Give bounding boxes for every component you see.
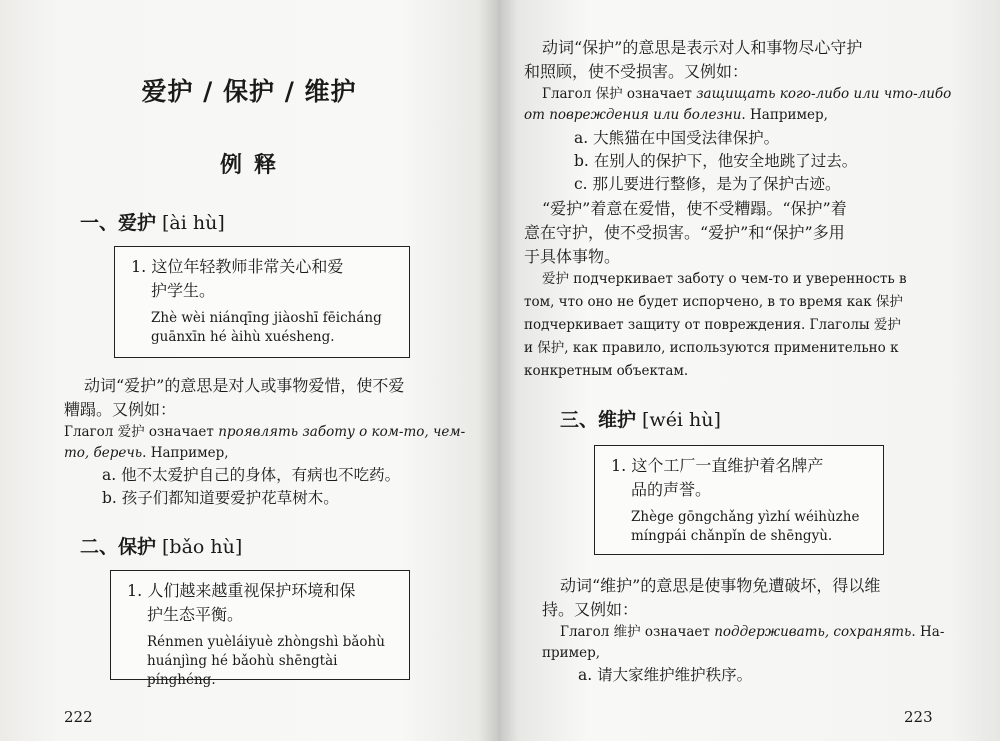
comparison-zh-line: 于具体事物。 xyxy=(524,247,621,266)
example-sentence-a: a. 大熊猫在中国受法律保护。 xyxy=(574,129,780,147)
explanation-ru-line xyxy=(524,105,828,126)
example-zh-line: 1. 人们越来越重视保护环境和保 xyxy=(127,581,356,600)
pinyin-line: guānxīn hé àihù xuésheng. xyxy=(151,329,335,345)
section-heading-pinyin: [ài hù] xyxy=(162,212,225,234)
example-pinyin xyxy=(611,508,867,546)
pinyin-line: Rénmen yuèláiyuè zhòngshì bǎohù xyxy=(147,634,385,650)
example-zh-line: 品的声誉。 xyxy=(631,480,712,499)
explanation-zh-line: 糟蹋。又例如： xyxy=(64,400,177,419)
explanation-ru-line xyxy=(542,84,951,105)
example-pinyin xyxy=(131,309,393,347)
left-page xyxy=(0,0,498,741)
ru-text: . На- xyxy=(911,624,945,640)
comparison-ru-line: конкретным объектам. xyxy=(524,363,689,379)
page-number-left: 222 xyxy=(64,708,93,726)
example-zh-line: 护生态平衡。 xyxy=(147,605,244,624)
example-sentence-a: a. 他不太爱护自己的身体，有病也不吃药。 xyxy=(102,466,401,484)
example-zh-line: 1. 这位年轻教师非常关心和爱 xyxy=(131,257,344,276)
pinyin-line: Zhège gōngchǎng yìzhí wéihùzhe xyxy=(631,509,860,525)
comparison-ru-line: 爱护 подчеркивает заботу о чем-то и уверенность в xyxy=(542,271,907,287)
example-sentence-b: b. 在别人的保护下，他安全地跳了过去。 xyxy=(574,152,858,170)
explanation-ru-line xyxy=(560,622,944,643)
right-page xyxy=(498,0,1000,741)
explanation-ru-line xyxy=(64,443,229,464)
comparison-ru-line: том, что оно не будет испорчено, в то время как 保护 xyxy=(524,294,903,310)
ru-text: . Например, xyxy=(741,107,828,123)
section-heading-label: 一、爱护 xyxy=(80,212,157,234)
page-number-right: 223 xyxy=(904,708,933,726)
example-box-aihu xyxy=(114,246,410,358)
section-heading-pinyin: [bǎo hù] xyxy=(162,536,243,558)
section-heading-weihu xyxy=(560,405,721,432)
explanation-zh-line: 持。又例如： xyxy=(542,600,639,619)
comparison-ru-line: и 保护, как правило, используются применительно к xyxy=(524,340,899,356)
comparison-zh-line: “爱护”着意在爱惜，使不受糟蹋。“保护”着 xyxy=(542,199,847,218)
pinyin-line: huánjìng hé bǎohù shēngtài pínghéng. xyxy=(147,653,338,688)
example-sentence-a: a. 请大家维护维护秩序。 xyxy=(578,666,753,684)
pinyin-line: Zhè wèi niánqīng jiàoshī fēicháng xyxy=(151,310,382,326)
explanation-zh-line: 动词“爱护”的意思是对人或事物爱惜，使不爱 xyxy=(84,376,405,395)
explanation-zh-line: 动词“维护”的意思是使事物免遭破坏，得以维 xyxy=(560,576,881,595)
explanation-ru-line: пример, xyxy=(542,645,601,661)
pinyin-line: míngpái chǎnpǐn de shēngyù. xyxy=(631,528,833,544)
explanation-zh-line: 和照顾，使不受损害。又例如： xyxy=(524,62,749,81)
example-sentence-b: b. 孩子们都知道要爱护花草树木。 xyxy=(102,489,339,507)
ru-text: Глагол 保护 означает xyxy=(542,86,697,102)
ru-text: Глагол 维护 означает xyxy=(560,624,715,640)
explanation-ru-line xyxy=(64,422,465,443)
page-subtitle: 例释 xyxy=(219,152,288,178)
example-sentence-c: c. 那儿要进行整修，是为了保护古迹。 xyxy=(574,175,841,193)
section-heading-pinyin: [wéi hù] xyxy=(642,409,721,431)
section-heading-label: 二、保护 xyxy=(80,536,157,558)
example-zh-line: 1. 这个工厂一直维护着名牌产 xyxy=(611,456,824,475)
example-zh-line: 护学生。 xyxy=(151,281,216,300)
section-heading-baohu xyxy=(80,532,242,559)
page-title: 爱护 / 保护 / 维护 xyxy=(141,77,357,106)
ru-text: . Например, xyxy=(142,445,229,461)
comparison-ru-line: подчеркивает защиту от повреждения. Глаголы 爱护 xyxy=(524,317,901,333)
ru-italic: проявлять заботу о ком-то, чем- xyxy=(218,424,466,440)
example-pinyin xyxy=(127,633,393,690)
ru-italic: поддерживать, сохранять xyxy=(714,624,912,640)
comparison-zh-line: 意在守护，使不受损害。“爱护”和“保护”多用 xyxy=(524,223,845,242)
explanation-zh-line: 动词“保护”的意思是表示对人和事物尽心守护 xyxy=(542,38,863,57)
example-box-weihu xyxy=(594,445,884,555)
ru-italic: от повреждения или болезни xyxy=(524,107,742,123)
ru-italic: то, беречь xyxy=(64,445,143,461)
section-heading-aihu xyxy=(80,208,225,235)
ru-italic: защищать кого-либо или что-либо xyxy=(696,86,952,102)
ru-text: Глагол 爱护 означает xyxy=(64,424,219,440)
example-box-baohu xyxy=(110,570,410,688)
section-heading-label: 三、维护 xyxy=(560,409,637,431)
